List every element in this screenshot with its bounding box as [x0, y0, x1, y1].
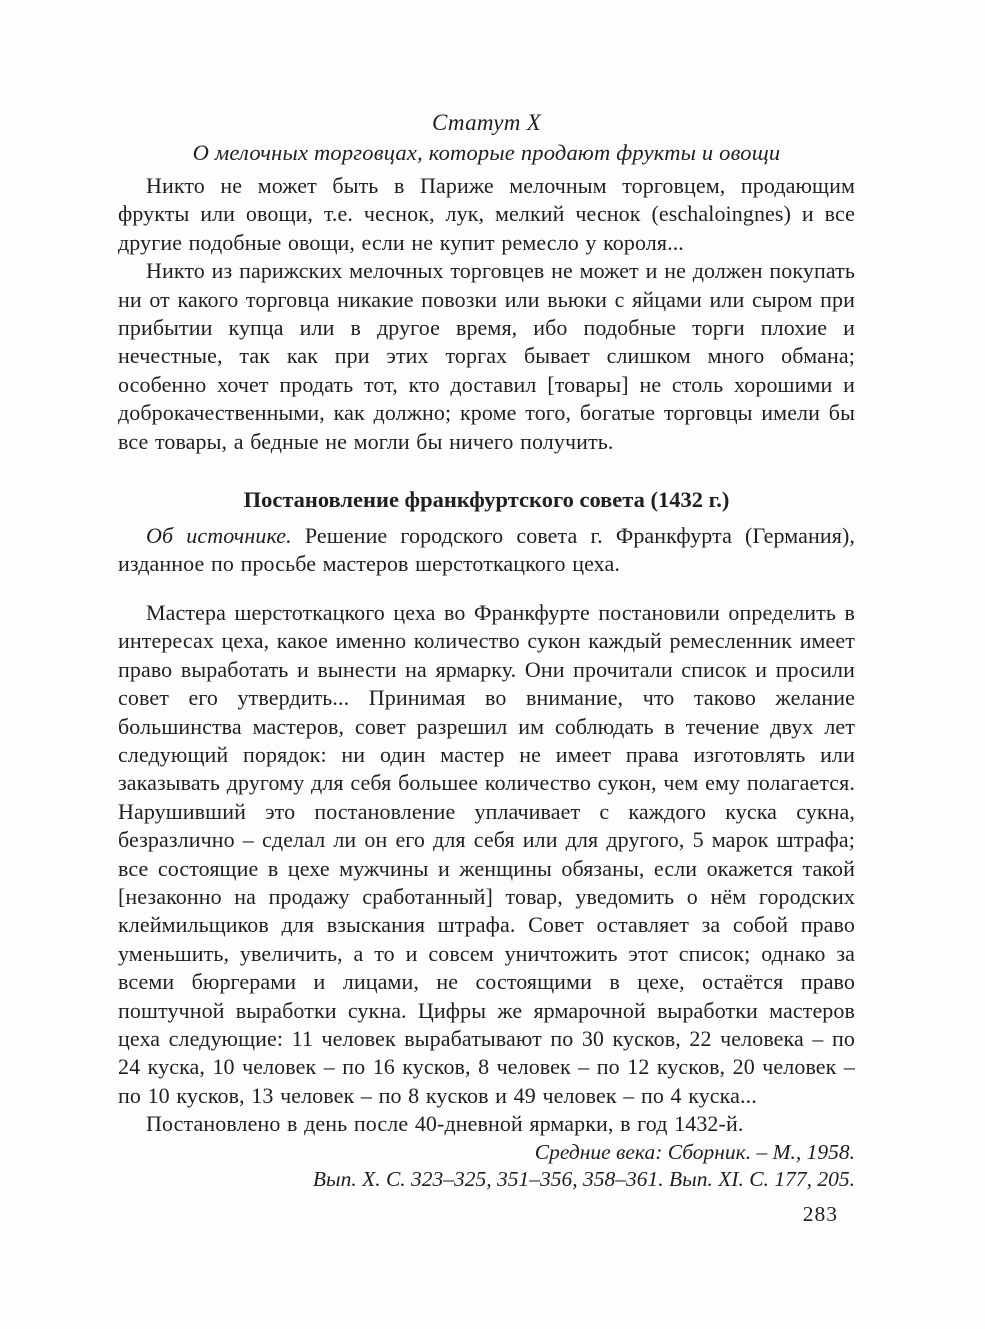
citation-line-1: Средние века: Сборник. – М., 1958.	[534, 1139, 855, 1164]
statute-paragraph-1: Никто не может быть в Париже мелочным торговцем, продающим фрукты или овощи, т.е. чеснок, лук, мелкий чеснок (eschaloingnes) и все другие подобные овощи, если не купит ремесло у короля...	[118, 173, 855, 255]
text-column	[118, 108, 855, 1194]
source-text: Решение городского совета г. Франкфурта (Германия), изданное по просьбе мастеров шерстоткацкого цеха.	[118, 523, 855, 577]
statute-paragraph-2: Никто из парижских мелочных торговцев не может и не должен покупать ни от какого торговца никакие повозки или вьюки с яйцами или сыром при прибытии купца или в другое время, ибо подобные торги плохие и нечестные, так как при этих торгах бывает слишком много обмана; особенно хочет продать тот, кто доставил [товары] не столь хорошими и доброкачественными, как должно; кроме того, богатые торговцы имели бы все товары, а бедные не могли бы ничего получить.	[118, 258, 855, 454]
source-label: Об источнике.	[146, 523, 292, 549]
decree-body-paragraph: Мастера шерстоткацкого цеха во Франкфурте постановили определить в интересах цеха, какое именно количество сукон каждый ремесленник имеет право выработать и вынести на ярмарку. Они прочитали список и просили совет его утвердить... Принимая во внимание, что таково желание большинства мастеров, совет разрешил им соблюдать в течение двух лет следующий порядок: ни один мастер не имеет права изготовлять или заказывать другому для себя большее количество сукон, чем ему полагается. Нарушивший это постановление уплачивает с каждого куска сукна, безразлично – сделал ли он его для себя или для другого, 5 марок штрафа; все состоящие в цехе мужчины и женщины обязаны, если окажется такой [незаконно на продажу сработанный] товар, уведомить о нём городских клеймильщиков для взыскания штрафа. Совет оставляет за собой право уменьшить, увеличить, а то и совсем уничтожить этот список; однако за всеми бюргерами и лицами, не состоящими в цехе, остаётся право поштучной выработки сукна. Цифры же ярмарочной выработки мастеров цеха следующие: 11 человек вырабатывают по 30 кусков, 22 человека – по 24 куска, 10 человек – по 16 кусков, 8 человек – по 12 кусков, 20 человек – по 10 кусков, 13 человек – по 8 кусков и 49 человек – по 4 куска...	[118, 599, 855, 1108]
citation-line-2: Вып. X. С. 323–325, 351–356, 358–361. Вып. XI. С. 177, 205.	[312, 1167, 855, 1192]
statute-title: Статут X	[431, 110, 542, 135]
decree-closing-line: Постановлено в день после 40-дневной ярмарки, в год 1432-й.	[146, 1111, 744, 1137]
decree-heading: Постановление франкфуртского совета (1432 г.)	[243, 487, 730, 513]
statute-subtitle: О мелочных торговцах, которые продают фрукты и овощи	[192, 140, 781, 165]
decree-source-paragraph	[118, 522, 855, 579]
page-number: 283	[802, 1202, 838, 1226]
